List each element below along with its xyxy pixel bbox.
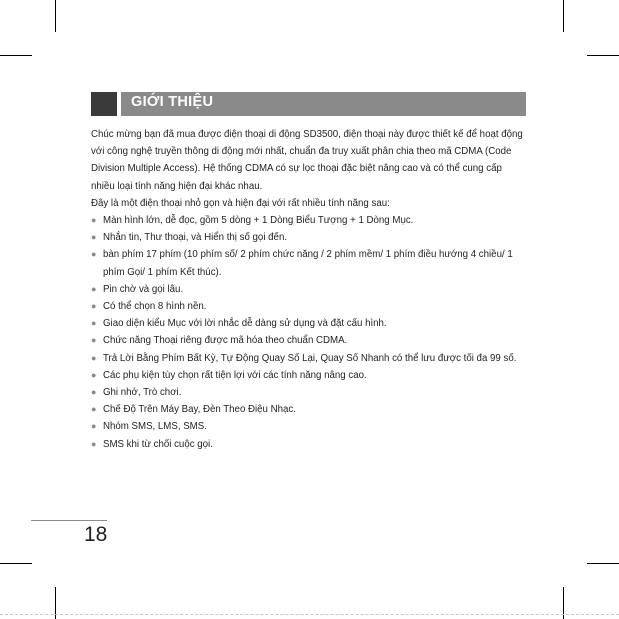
feature-text: SMS khi từ chối cuộc gọi. <box>103 438 213 450</box>
feature-text: Pin chờ và gọi lâu. <box>103 283 184 295</box>
feature-item <box>91 315 527 332</box>
feature-item <box>91 212 527 229</box>
trim-line <box>0 614 619 615</box>
bullet-icon: ● <box>91 387 97 398</box>
feature-text: Chức năng Thoại riêng được mã hóa theo chuẩn CDMA. <box>103 335 348 347</box>
crop-mark <box>55 0 56 32</box>
feature-list <box>91 212 527 453</box>
bullet-icon: ● <box>91 335 97 346</box>
feature-item <box>91 229 527 246</box>
section-header <box>91 92 526 116</box>
bullet-icon: ● <box>91 215 97 226</box>
feature-text: Nhóm SMS, LMS, SMS. <box>103 421 207 433</box>
bullet-icon: ● <box>91 352 97 363</box>
page-number: 18 <box>84 523 108 546</box>
bullet-icon: ● <box>91 369 97 380</box>
bullet-icon: ● <box>91 438 97 449</box>
intro-paragraph: Chúc mừng bạn đã mua được điện thoại di động SD3500, điện thoại này được thiết kế để hoạt động với công nghệ truyền thông di động mới nhất, chuẩn đa truy xuất phân chia theo mã CDMA (Code Division Multiple Access). Hệ thống CDMA có sự lọc thoại đặc biệt nâng cao và có thể cung cấp nhiều loại tính năng hiện đại khác nhau. <box>91 129 523 192</box>
bullet-icon: ● <box>91 421 97 432</box>
feature-text: Các phụ kiện tùy chọn rất tiện lợi với các tính năng nâng cao. <box>103 369 367 381</box>
crop-mark <box>0 563 32 564</box>
feature-text: Giao diện kiểu Mục với lời nhắc dễ dàng sử dụng và đặt cấu hình. <box>103 318 387 330</box>
feature-item <box>91 281 527 298</box>
bullet-icon: ● <box>91 404 97 415</box>
bullet-icon: ● <box>91 249 97 260</box>
features-intro: Đây là một điện thoại nhỏ gọn và hiện đại với rất nhiều tính năng sau: <box>91 197 390 209</box>
bullet-icon: ● <box>91 232 97 243</box>
page-number-rule <box>31 520 107 521</box>
feature-text: Nhắn tin, Thư thoại, và Hiển thị số gọi đến. <box>103 232 288 244</box>
feature-text: Có thể chọn 8 hình nền. <box>103 301 207 313</box>
header-marker-block <box>91 92 117 116</box>
feature-text: Màn hình lớn, dễ đọc, gồm 5 dòng + 1 Dòng Biểu Tượng + 1 Dòng Mục. <box>103 215 414 227</box>
feature-text: Ghi nhớ, Trò chơi. <box>103 387 182 399</box>
feature-item <box>91 350 527 367</box>
feature-item <box>91 246 527 280</box>
feature-item <box>91 298 527 315</box>
feature-item <box>91 367 527 384</box>
feature-item <box>91 332 527 349</box>
feature-text: bàn phím 17 phím (10 phím số/ 2 phím chức năng / 2 phím mềm/ 1 phím điều hướng 4 chiều/ 1 phím Gọi/ 1 phím Kết thúc). <box>103 249 513 278</box>
feature-item <box>91 384 527 401</box>
feature-item <box>91 436 527 453</box>
feature-text: Trả Lời Bằng Phím Bất Kỳ, Tự Động Quay Số Lại, Quay Số Nhanh có thể lưu được tối đa 99 số. <box>103 352 517 364</box>
feature-text: Chế Độ Trên Máy Bay, Đèn Theo Điệu Nhạc. <box>103 404 296 416</box>
feature-item <box>91 418 527 435</box>
crop-mark <box>587 563 619 564</box>
page-content <box>91 126 527 453</box>
crop-mark <box>563 0 564 32</box>
bullet-icon: ● <box>91 283 97 294</box>
feature-item <box>91 401 527 418</box>
crop-mark <box>0 55 32 56</box>
section-title: GIỚI THIỆU <box>131 94 214 110</box>
crop-mark <box>587 55 619 56</box>
bullet-icon: ● <box>91 301 97 312</box>
bullet-icon: ● <box>91 318 97 329</box>
